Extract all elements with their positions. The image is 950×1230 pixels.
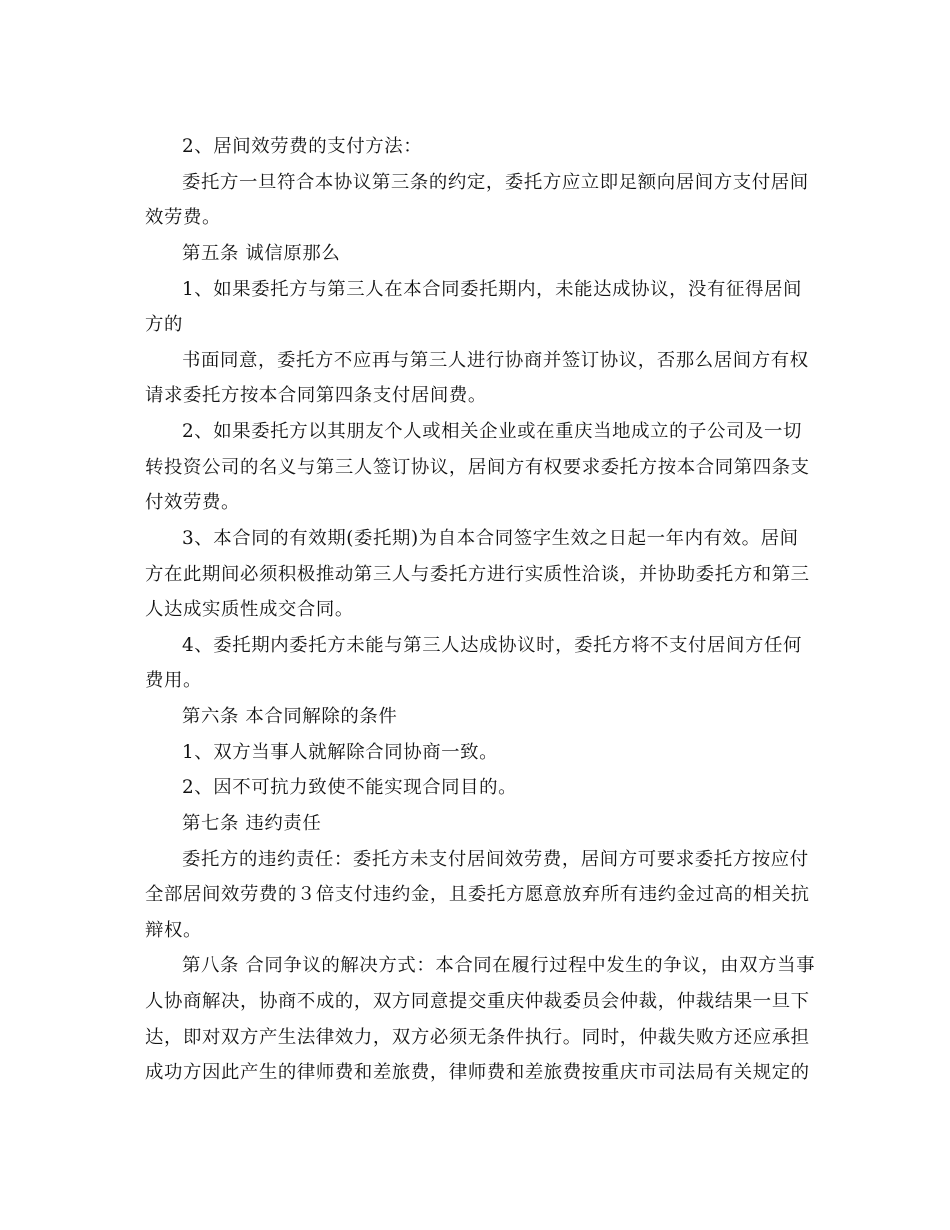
section-heading: 第八条 合同争议的解决方式：本合同在履行过程中发生的争议，由双方当事 — [182, 955, 816, 976]
paragraph-line: 请求委托方按本合同第四条支付居间费。 — [145, 385, 487, 406]
paragraph-line: 全部居间效劳费的３倍支付违约金，且委托方愿意放弃所有违约金过高的相关抗 — [145, 884, 810, 905]
paragraph-line: 委托方的违约责任：委托方未支付居间效劳费，居间方可要求委托方按应付 — [182, 849, 809, 870]
paragraph-line: 1、如果委托方与第三人在本合同委托期内，未能达成协议，没有征得居间 — [182, 279, 803, 300]
paragraph-line: 2、如果委托方以其朋友个人或相关企业或在重庆当地成立的子公司及一切 — [182, 421, 803, 442]
paragraph-line: 转投资公司的名义与第三人签订协议，居间方有权要求委托方按本合同第四条支 — [145, 457, 810, 478]
section-heading: 第七条 违约责任 — [182, 813, 322, 834]
paragraph-line: 效劳费。 — [145, 207, 221, 228]
section-heading: 第五条 诚信原那么 — [182, 243, 341, 264]
paragraph-line: 书面同意，委托方不应再与第三人进行协商并签订协议，否那么居间方有权 — [182, 350, 809, 371]
paragraph-line: 2、居间效劳费的支付方法： — [182, 136, 423, 157]
paragraph-line: 辩权。 — [145, 920, 202, 941]
paragraph-line: 委托方一旦符合本协议第三条的约定，委托方应立即足额向居间方支付居间 — [182, 172, 809, 193]
paragraph-line: 费用。 — [145, 670, 202, 691]
paragraph-line: 1、双方当事人就解除合同协商一致。 — [182, 742, 499, 763]
paragraph-line: 达，即对双方产生法律效力，双方必须无条件执行。同时，仲裁失败方还应承担 — [145, 1027, 810, 1048]
paragraph-line: 人协商解决，协商不成的，双方同意提交重庆仲裁委员会仲裁，仲裁结果一旦下 — [145, 991, 810, 1012]
paragraph-line: 成功方因此产生的律师费和差旅费，律师费和差旅费按重庆市司法局有关规定的 — [145, 1062, 810, 1083]
section-heading: 第六条 本合同解除的条件 — [182, 706, 398, 727]
paragraph-line: 3、本合同的有效期(委托期)为自本合同签字生效之日起一年内有效。居间 — [182, 528, 799, 549]
paragraph-line: 2、因不可抗力致使不能实现合同目的。 — [182, 777, 518, 798]
paragraph-line: 4、委托期内委托方未能与第三人达成协议时，委托方将不支付居间方任何 — [182, 635, 803, 656]
paragraph-line: 方的 — [145, 314, 183, 335]
paragraph-line: 方在此期间必须积极推动第三人与委托方进行实质性洽谈，并协助委托方和第三 — [145, 564, 810, 585]
paragraph-line: 付效劳费。 — [145, 492, 240, 513]
paragraph-line: 人达成实质性成交合同。 — [145, 599, 354, 620]
